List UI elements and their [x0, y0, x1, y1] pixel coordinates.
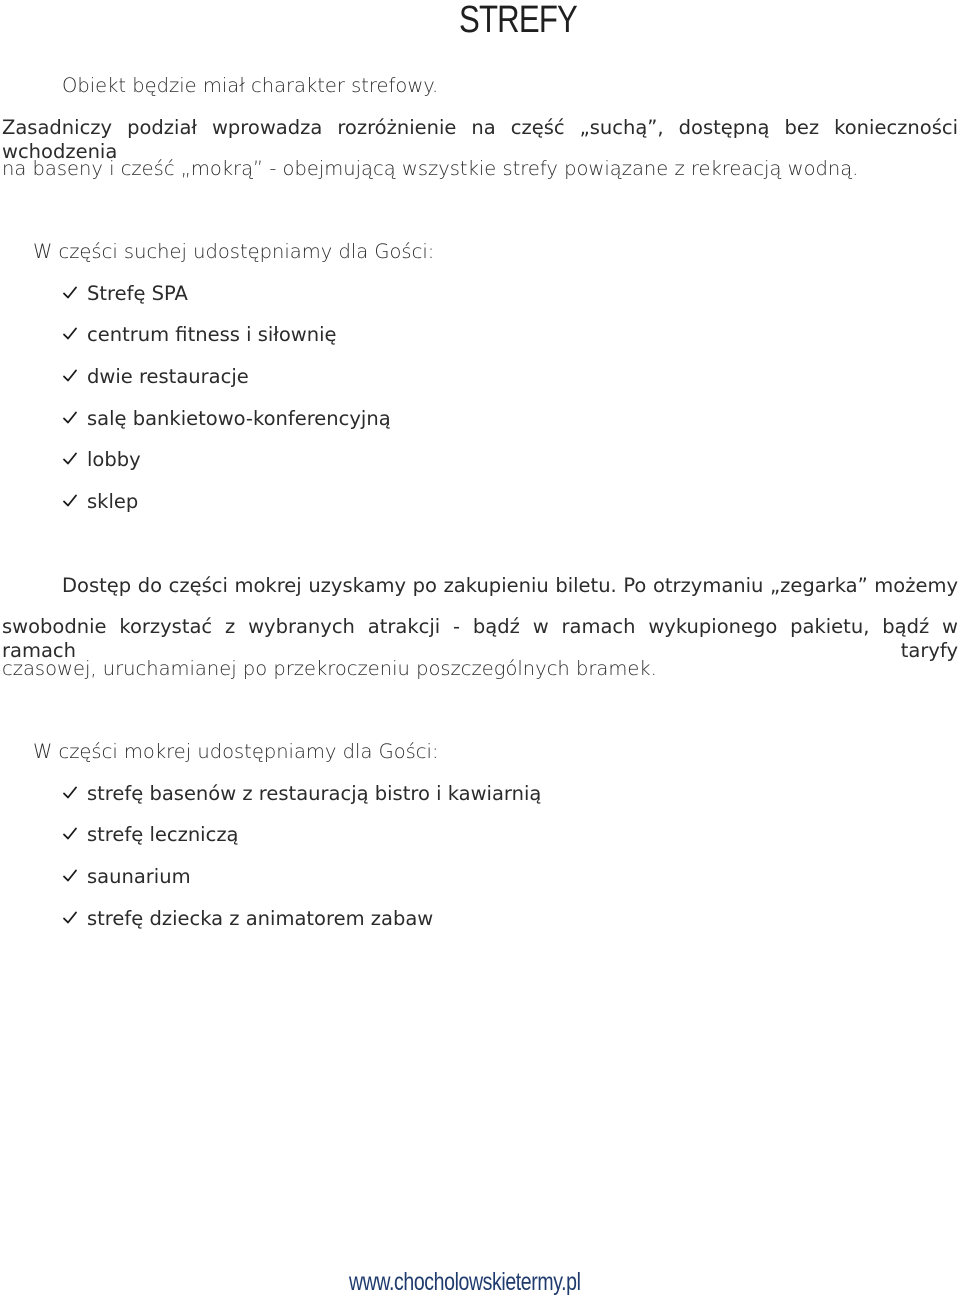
checkmark-icon	[62, 451, 78, 467]
list-item-label: salę bankietowo-konferencyjną	[87, 407, 391, 430]
list-item-label: centrum fitness i siłownię	[87, 323, 337, 346]
checkmark-icon	[62, 410, 78, 426]
list-item	[62, 865, 191, 889]
checkmark-icon	[62, 285, 78, 301]
access-line-1-text: Dostęp do części mokrej uzyskamy po zakupieniu biletu. Po otrzymaniu „zegarka” możemy	[62, 574, 958, 597]
access-line-1	[62, 574, 958, 598]
checkmark-icon	[62, 826, 78, 842]
checkmark-icon	[62, 326, 78, 342]
list-item	[62, 365, 249, 389]
list-item	[62, 407, 391, 431]
wet-section-heading: W części mokrej udostępniamy dla Gości:	[33, 740, 439, 763]
list-item-label: Strefę SPA	[87, 282, 188, 305]
page-title: STREFY	[459, 0, 578, 41]
list-item	[62, 323, 336, 347]
access-line-3: czasowej, uruchamianej po przekroczeniu poszczególnych bramek.	[2, 657, 657, 680]
list-item	[62, 490, 138, 514]
list-item-label: strefę dziecka z animatorem zabaw	[87, 907, 434, 930]
list-item	[62, 823, 239, 847]
checkmark-icon	[62, 368, 78, 384]
list-item-label: dwie restauracje	[87, 365, 249, 388]
intro-line-1: Obiekt będzie miał charakter strefowy.	[62, 74, 439, 97]
list-item-label: strefę leczniczą	[87, 823, 239, 846]
list-item-label: sklep	[87, 490, 139, 513]
checkmark-icon	[62, 868, 78, 884]
list-item-label: strefę basenów z restauracją bistro i kawiarnią	[87, 782, 542, 805]
list-item-label: saunarium	[87, 865, 191, 888]
list-item-label: lobby	[87, 448, 141, 471]
footer-website-link[interactable]: www.chocholowskietermy.pl	[349, 1268, 581, 1296]
list-item	[62, 448, 141, 472]
access-line-2	[2, 615, 958, 663]
list-item	[62, 907, 433, 931]
access-line-2-text: swobodnie korzystać z wybranych atrakcji - bądź w ramach wykupionego pakietu, bądź w ramach taryfy	[2, 615, 958, 662]
dry-section-heading: W części suchej udostępniamy dla Gości:	[33, 240, 435, 263]
checkmark-icon	[62, 785, 78, 801]
list-item	[62, 282, 188, 306]
intro-line-3: na baseny i cześć „mokrą” - obejmującą wszystkie strefy powiązane z rekreacją wodną.	[2, 157, 859, 180]
checkmark-icon	[62, 910, 78, 926]
list-item	[62, 782, 541, 806]
checkmark-icon	[62, 493, 78, 509]
intro-line-2-text: Zasadniczy podział wprowadza rozróżnienie na część „suchą”, dostępną bez konieczności wchodzenia	[2, 116, 958, 163]
